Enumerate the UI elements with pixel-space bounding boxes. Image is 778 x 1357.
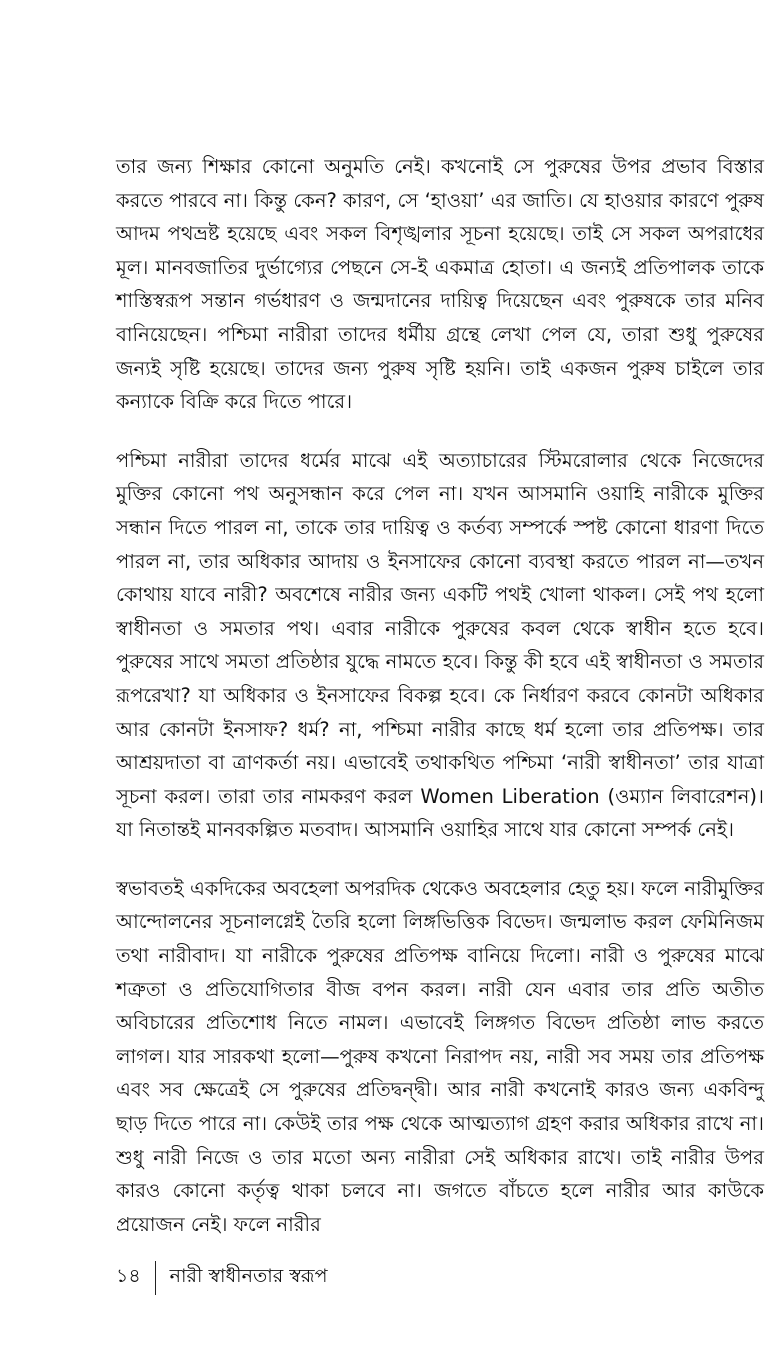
paragraph-1: তার জন্য শিক্ষার কোনো অনুমতি নেই। কখনোই সে পুরুষের উপর প্রভাব বিস্তার করতে পারবে না। কিন্তু কেন? কারণ, সে ‘হাওয়া’ এর জাতি। যে হাওয়ার কারণে পুরুষ আদম পথভ্রষ্ট হয়েছে এবং সকল বিশৃঙ্খলার সূচনা হয়েছে। তাই সে সকল অপরাধের মূল। মানবজাতির দুর্ভাগ্যের পেছনে সে-ই একমাত্র হোতা। এ জন্যই প্রতিপালক তাকে শাস্তিস্বরূপ সন্তান গর্ভধারণ ও জন্মদানের দায়িত্ব দিয়েছেন এবং পুরুষকে তার মনিব বানিয়েছেন। পশ্চিমা নারীরা তাদের ধর্মীয় গ্রন্থে লেখা পেল যে, তারা শুধু পুরুষের জন্যই সৃষ্টি হয়েছে। তাদের জন্য পুরুষ সৃষ্টি হয়নি। তাই একজন পুরুষ চাইলে তার কন্যাকে বিক্রি করে দিতে পারে। bbox=[116, 155, 764, 414]
running-title: নারী স্বাধীনতার স্বরূপ bbox=[169, 1265, 328, 1287]
paragraph-3: স্বভাবতই একদিকের অবহেলা অপরদিক থেকেও অবহেলার হেতু হয়। ফলে নারীমুক্তির আন্দোলনের সূচনালগ্নেই তৈরি হলো লিঙ্গভিত্তিক বিভেদ। জন্মলাভ করল ফেমিনিজম তথা নারীবাদ। যা নারীকে পুরুষের প্রতিপক্ষ বানিয়ে দিলো। নারী ও পুরুষের মাঝে শত্রুতা ও প্রতিযোগিতার বীজ বপন করল। নারী যেন এবার তার প্রতি অতীত অবিচারের প্রতিশোধ নিতে নামল। এভাবেই লিঙ্গগত বিভেদ প্রতিষ্ঠা লাভ করতে লাগল। যার সারকথা হলো—পুরুষ কখনো নিরাপদ নয়, নারী সব সময় তার প্রতিপক্ষ এবং সব ক্ষেত্রেই সে পুরুষের প্রতিদ্বন্দ্বী। আর নারী কখনোই কারও জন্য একবিন্দু ছাড় দিতে পারে না। কেউই তার পক্ষ থেকে আত্মত্যাগ গ্রহণ করার অধিকার রাখে না। শুধু নারী নিজে ও তার মতো অন্য নারীরা সেই অধিকার রাখে। তাই নারীর উপর কারও কোনো কর্তৃত্ব থাকা চলবে না। জগতে বাঁচতে হলে নারীর আর কাউকে প্রয়োজন নেই। ফলে নারীর bbox=[116, 876, 764, 1236]
page-footer bbox=[116, 1261, 328, 1295]
paragraph-2: পশ্চিমা নারীরা তাদের ধর্মের মাঝে এই অত্যাচারের স্টিমরোলার থেকে নিজেদের মুক্তির কোনো পথ অনুসন্ধান করে পেল না। যখন আসমানি ওয়াহি নারীকে মুক্তির সন্ধান দিতে পারল না, তাকে তার দায়িত্ব ও কর্তব্য সম্পর্কে স্পষ্ট কোনো ধারণা দিতে পারল না, তার অধিকার আদায় ও ইনসাফের কোনো ব্যবস্থা করতে পারল না—তখন কোথায় যাবে নারী? অবশেষে নারীর জন্য একটি পথই খোলা থাকল। সেই পথ হলো স্বাধীনতা ও সমতার পথ। এবার নারীকে পুরুষের কবল থেকে স্বাধীন হতে হবে। পুরুষের সাথে সমতা প্রতিষ্ঠার যুদ্ধে নামতে হবে। কিন্তু কী হবে এই স্বাধীনতা ও সমতার রূপরেখা? যা অধিকার ও ইনসাফের বিকল্প হবে। কে নির্ধারণ করবে কোনটা অধিকার আর কোনটা ইনসাফ? ধর্ম? না, পশ্চিমা নারীর কাছে ধর্ম হলো তার প্রতিপক্ষ। তার আশ্রয়দাতা বা ত্রাণকর্তা নয়। এভাবেই তথাকথিত পশ্চিমা ‘নারী স্বাধীনতা’ তার যাত্রা সূচনা করল। তারা তার নামকরণ করল Women Liberation (ওম্যান লিবারেশন)। যা নিতান্তই মানবকল্পিত মতবাদ। আসমানি ওয়াহির সাথে যার কোনো সম্পর্ক নেই। bbox=[116, 448, 764, 842]
body-text bbox=[116, 150, 764, 1266]
footer-divider bbox=[155, 1261, 156, 1295]
page-number: ১৪ bbox=[116, 1265, 141, 1287]
